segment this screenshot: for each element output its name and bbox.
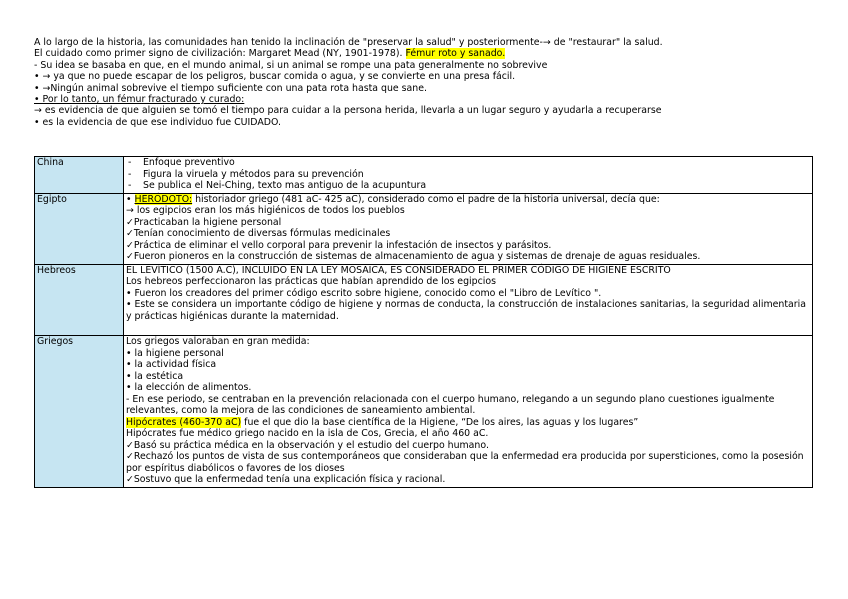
list-item: - Enfoque preventivo xyxy=(128,157,235,168)
row-content-griegos xyxy=(124,336,813,488)
intro-line: → es evidencia de que alguien se tomó el tiempo para cuidar a la persona herida, llevarla a un lugar seguro y ayudarla a recuperarse xyxy=(34,105,662,117)
list-item: • Fueron los creadores del primer código escrito sobre higiene, conocido como el "Libro de Levítico ". xyxy=(126,287,602,299)
list-item: • Este se considera un importante código de higiene y normas de conducta, la construcción de instalaciones sanitarias, la seguridad alimentaria y prácticas higiénicas durante la maternidad. xyxy=(126,299,806,322)
list-item: - Se publica el Nei-Ching, texto mas antiguo de la acupuntura xyxy=(128,180,427,191)
intro-line xyxy=(34,48,814,59)
intro-line: - Su idea se basaba en que, en el mundo animal, si un animal se rompe una pata generalmente no sobrevive xyxy=(34,59,548,71)
history-table xyxy=(34,156,813,488)
list-item: - En ese periodo, se centraban en la prevención relacionada con el cuerpo humano, relegando a un segundo plano cuestiones igualmente relevantes, como la mejora de las condiciones de saneamiento ambiental. xyxy=(126,393,775,416)
list-item: • HERÓDOTO: historiador griego (481 aC- 425 aC), considerado como el padre de la historia universal, decía que: xyxy=(126,193,660,205)
list-item: Los griegos valoraban en gran medida: xyxy=(126,336,310,347)
intro-line: A lo largo de la historia, las comunidades han tenido la inclinación de "preservar la salud" y posteriormente-→ de "restaurar" la salud. xyxy=(34,37,663,48)
intro-line: • Por lo tanto, un fémur fracturado y curado: xyxy=(34,94,245,106)
table-row xyxy=(35,157,813,194)
highlight-femur: Fémur roto y sanado. xyxy=(405,48,506,60)
list-item: • la higiene personal xyxy=(126,347,224,359)
list-item: Hipócrates (460-370 aC) fue el que dio la base científica de la Higiene, “De los aires, las aguas y los lugares” xyxy=(126,416,639,428)
intro-line: • → ya que no puede escapar de los peligros, buscar comida o agua, y se convierte en una presa fácil. xyxy=(34,71,516,83)
row-content-hebreos xyxy=(124,264,813,336)
row-content-egipto xyxy=(124,193,813,264)
list-item: ✓Basó su práctica médica en la observación y el estudio del cuerpo humano. xyxy=(126,439,489,451)
list-item: ✓Fueron pioneros en la construcción de sistemas de almacenamiento de agua y sistemas de drenaje de aguas residuales. xyxy=(126,251,701,262)
intro-line: • →Ningún animal sobrevive el tiempo suficiente con una pata rota hasta que sane. xyxy=(34,82,427,94)
list-item: • la elección de alimentos. xyxy=(126,382,252,393)
list-item: - Figura la viruela y métodos para su prevención xyxy=(128,168,364,180)
row-label-egipto: Egipto xyxy=(35,193,124,264)
row-label-china: China xyxy=(35,157,124,194)
highlight-herodoto: HERÓDOTO: xyxy=(134,193,193,205)
list-item: ✓Práctica de eliminar el vello corporal para prevenir la infestación de insectos y parásitos. xyxy=(126,239,552,251)
list-item: • la actividad física xyxy=(126,359,217,370)
list-item: • la estética xyxy=(126,370,184,382)
table-row xyxy=(35,336,813,488)
intro-line: • es la evidencia de que ese individuo fue CUIDADO. xyxy=(34,116,281,128)
table-row xyxy=(35,193,813,264)
row-content-china xyxy=(124,157,813,194)
list-item: Hipócrates fue médico griego nacido en la isla de Cos, Grecia, el año 460 aC. xyxy=(126,428,489,439)
list-item: EL LEVÍTICO (1500 A.C), INCLUIDO EN LA LEY MOSAICA, ES CONSIDERADO EL PRIMER CÓDIGO DE HIGIENE ESCRITO xyxy=(126,264,671,276)
list-item: ✓Tenían conocimiento de diversas fórmulas medicinales xyxy=(126,228,391,239)
list-item: Los hebreos perfeccionaron las prácticas que habían aprendido de los egipcios xyxy=(126,276,496,287)
row-label-griegos: Griegos xyxy=(35,336,124,488)
table-row xyxy=(35,264,813,336)
list-item: ✓Rechazó los puntos de vista de sus contemporáneos que consideraban que la enfermedad era producida por supersticiones, como la posesión por espíritus diabólicos o favores de los dioses xyxy=(126,451,804,474)
row-label-hebreos: Hebreos xyxy=(35,264,124,336)
list-item: → los egipcios eran los más higiénicos de todos los pueblos xyxy=(126,205,405,216)
list-item: ✓Sostuvo que la enfermedad tenía una explicación física y racional. xyxy=(126,474,446,485)
intro-section xyxy=(34,37,814,128)
intro-text: El cuidado como primer signo de civilización: Margaret Mead (NY, 1901-1978). xyxy=(34,48,406,60)
highlight-hipocrates: Hipócrates (460-370 aC) xyxy=(126,416,242,428)
list-item: ✓Practicaban la higiene personal xyxy=(126,216,282,228)
